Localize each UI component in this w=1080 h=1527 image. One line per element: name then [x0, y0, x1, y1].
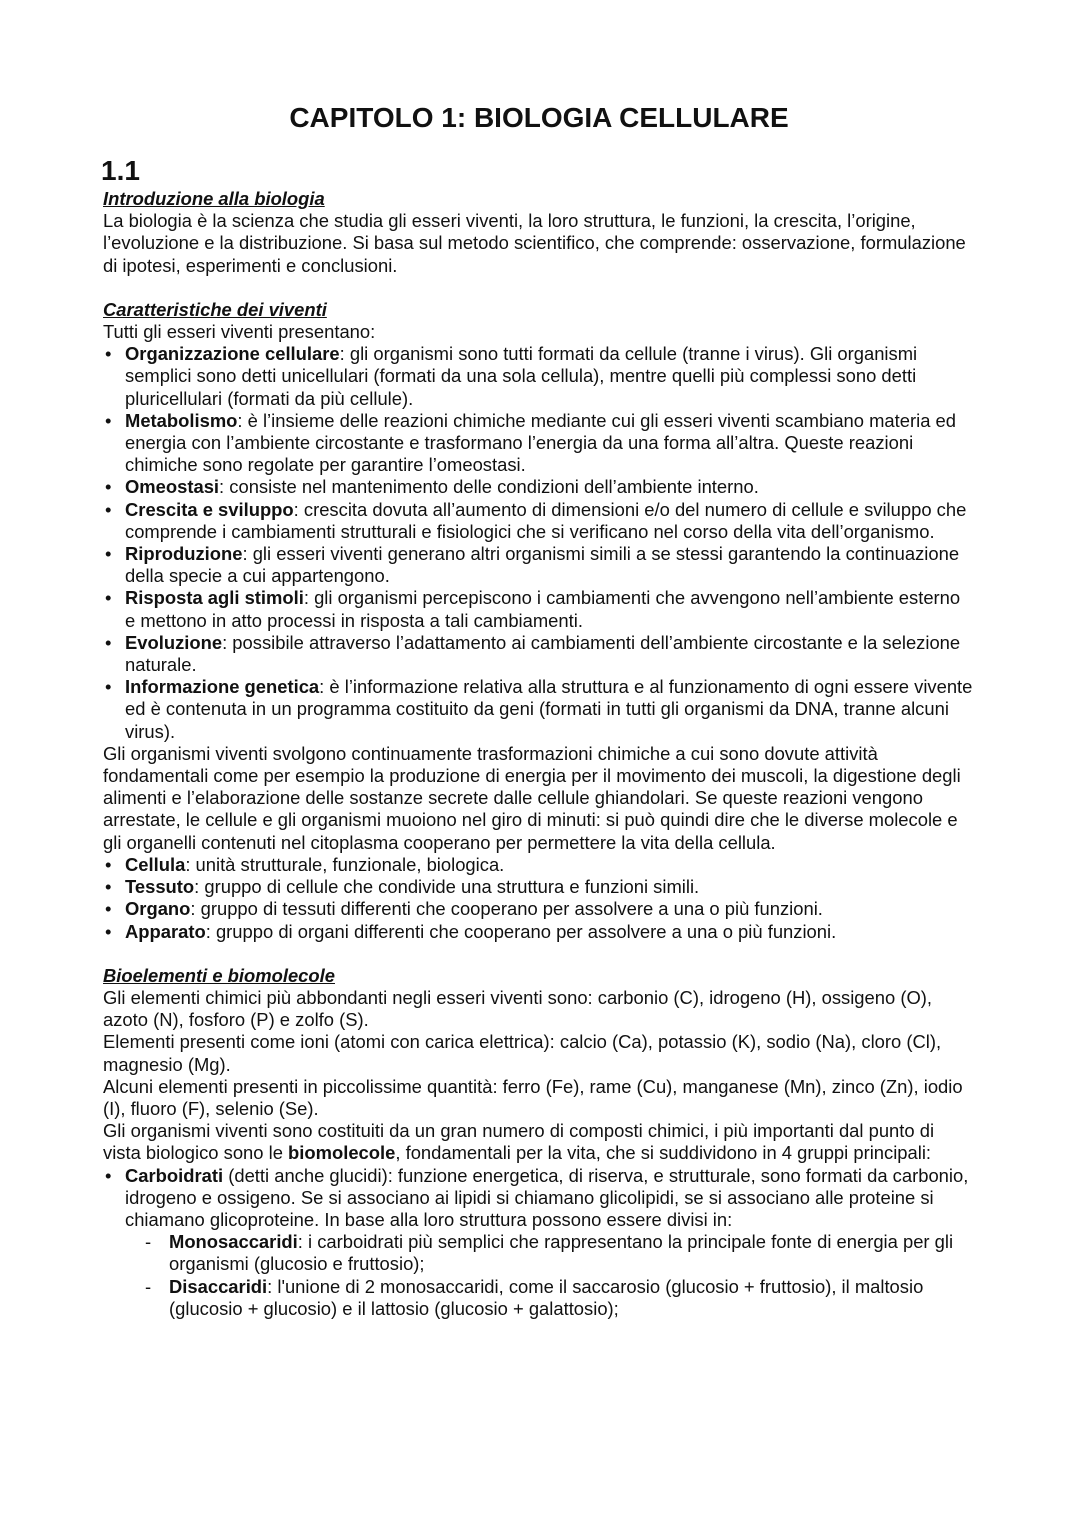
item-text: : gruppo di tessuti differenti che cooperano per assolvere a una o più funzioni.	[190, 898, 823, 920]
document-page	[103, 100, 975, 1320]
bioelements-paragraph-4	[103, 1120, 975, 1164]
biomolecules-list	[103, 1165, 975, 1320]
heading-bioelementi: Bioelementi e biomolecole	[103, 964, 335, 986]
text-span: Gli organismi viventi sono costituiti da un gran numero di composti chimici, i più importanti dal punto di vista biologico sono le	[103, 1120, 935, 1164]
item-text: : gruppo di organi differenti che cooperano per assolvere a una o più funzioni.	[205, 920, 837, 942]
organization-levels-list	[103, 854, 975, 943]
item-text: : unità strutturale, funzionale, biologica.	[185, 853, 505, 875]
chapter-title: CAPITOLO 1: BIOLOGIA CELLULARE	[289, 102, 789, 133]
item-term: Organo	[125, 898, 191, 920]
sublist-item	[125, 1231, 975, 1275]
item-text: : gli organismi percepiscono i cambiamenti che avvengono nell’ambiente esterno e mettono in atto processi in risposta a tali cambiamenti.	[125, 587, 961, 631]
item-term: Informazione genetica	[125, 676, 320, 698]
heading-introduzione: Introduzione alla biologia	[103, 188, 325, 209]
carbohydrates-sublist	[125, 1231, 975, 1320]
item-term: Riproduzione	[125, 543, 243, 565]
item-text: : gli organismi sono tutti formati da cellule (tranne i virus). Gli organismi semplici sono detti unicellulari (formati da una sola cellula), mentre quelli più complessi sono detti pluricellulari (formati da più cellule).	[125, 343, 918, 409]
item-term: Organizzazione cellulare	[125, 343, 340, 365]
list-item	[103, 1165, 975, 1320]
list-item	[103, 921, 975, 943]
characteristics-lead: Tutti gli esseri viventi presentano:	[103, 321, 376, 343]
list-item	[103, 543, 975, 587]
biomolecole-term: biomolecole	[288, 1142, 396, 1164]
item-term: Omeostasi	[125, 476, 220, 498]
list-item	[103, 632, 975, 676]
characteristics-list	[103, 343, 975, 743]
item-term: Metabolismo	[125, 409, 238, 431]
item-text: (detti anche glucidi): funzione energetica, di riserva, e strutturale, sono formati da carbonio, idrogeno e ossigeno. Se si associano ai lipidi si chiamano glicolipidi, se si associano alle proteine si chiamano glicoproteine. In base alla loro struttura possono essere divisi in:	[125, 1164, 969, 1230]
list-item	[103, 476, 975, 498]
item-term: Cellula	[125, 853, 186, 875]
item-text: : possibile attraverso l’adattamento ai cambiamenti dell’ambiente circostante e la selezione naturale.	[125, 631, 961, 676]
item-term: Crescita e sviluppo	[125, 498, 294, 520]
item-text: : l'unione di 2 monosaccaridi, come il saccarosio (glucosio + fruttosio), il maltosio (glucosio + glucosio) e il lattosio (glucosio + galattosio);	[169, 1275, 924, 1319]
list-item	[103, 587, 975, 631]
item-text: : gruppo di cellule che condivide una struttura e funzioni simili.	[194, 876, 700, 898]
item-term: Risposta agli stimoli	[125, 587, 304, 609]
list-item	[103, 410, 975, 477]
bioelements-paragraph-2: Elementi presenti come ioni (atomi con carica elettrica): calcio (Ca), potassio (K), sodio (Na), cloro (Cl), magnesio (Mg).	[103, 1031, 942, 1075]
list-item	[103, 898, 975, 920]
text-span: , fondamentali per la vita, che si suddividono in 4 gruppi principali:	[395, 1142, 932, 1164]
list-item	[103, 854, 975, 876]
intro-paragraph: La biologia è la scienza che studia gli esseri viventi, la loro struttura, le funzioni, la crescita, l’origine, l’evoluzione e la distribuzione. Si basa sul metodo scientifico, che comprende: osservazione, formulazione di ipotesi, esperimenti e conclusioni.	[103, 210, 966, 276]
list-item	[103, 676, 975, 743]
item-text: : crescita dovuta all’aumento di dimensioni e/o del numero di cellule e sviluppo che comprende i cambiamenti strutturali e fisiologici che si verificano nel corso della vita dell’organismo.	[125, 498, 967, 542]
section-number: 1.1	[101, 155, 140, 186]
list-item	[103, 499, 975, 543]
heading-caratteristiche: Caratteristiche dei viventi	[103, 298, 327, 320]
list-item	[103, 876, 975, 898]
item-term: Carboidrati	[125, 1164, 224, 1186]
item-text: : è l’informazione relativa alla struttura e al funzionamento di ogni essere vivente ed è contenuta in un programma costituito da geni (formati in tutti gli organismi da DNA, tranne alcuni virus).	[125, 676, 973, 742]
list-item	[103, 343, 975, 410]
item-term: Monosaccaridi	[169, 1231, 298, 1253]
spacer	[103, 277, 975, 299]
bioelements-paragraph-1: Gli elementi chimici più abbondanti negli esseri viventi sono: carbonio (C), idrogeno (H), ossigeno (O), azoto (N), fosforo (P) e zolfo (S).	[103, 986, 932, 1031]
item-text: : è l’insieme delle reazioni chimiche mediante cui gli esseri viventi scambiano materia ed energia con l’ambiente circostante e trasformano l’energia da una forma all’altra. Queste reazioni chimiche sono regolate per garantire l’omeostasi.	[125, 409, 956, 476]
item-text: : i carboidrati più semplici che rappresentano la principale fonte di energia per gli organismi (glucosio e fruttosio);	[169, 1231, 954, 1275]
bioelements-paragraph-3: Alcuni elementi presenti in piccolissime quantità: ferro (Fe), rame (Cu), manganese (Mn), zinco (Zn), iodio (I), fluoro (F), selenio (Se).	[103, 1075, 963, 1119]
item-term: Disaccaridi	[169, 1275, 268, 1297]
item-term: Tessuto	[125, 876, 195, 898]
sublist-item	[125, 1276, 975, 1320]
metabolism-paragraph: Gli organismi viventi svolgono continuamente trasformazioni chimiche a cui sono dovute attività fondamentali come per esempio la produzione di energia per il movimento dei muscoli, la digestione degli alimenti e l’elaborazione delle sostanze secrete dalle cellule ghiandolari. Se queste reazioni vengono arrestate, le cellule e gli organismi muoiono nel giro di minuti: si può quindi dire che le diverse molecole e gli organelli contenuti nel citoplasma cooperano per permettere la vita della cellula.	[103, 742, 961, 853]
spacer	[103, 943, 975, 965]
item-term: Apparato	[125, 920, 206, 942]
item-text: : consiste nel mantenimento delle condizioni dell’ambiente interno.	[219, 476, 759, 498]
item-text: : gli esseri viventi generano altri organismi simili a se stessi garantendo la continuazione della specie a cui appartengono.	[125, 543, 960, 587]
item-term: Evoluzione	[125, 631, 223, 653]
